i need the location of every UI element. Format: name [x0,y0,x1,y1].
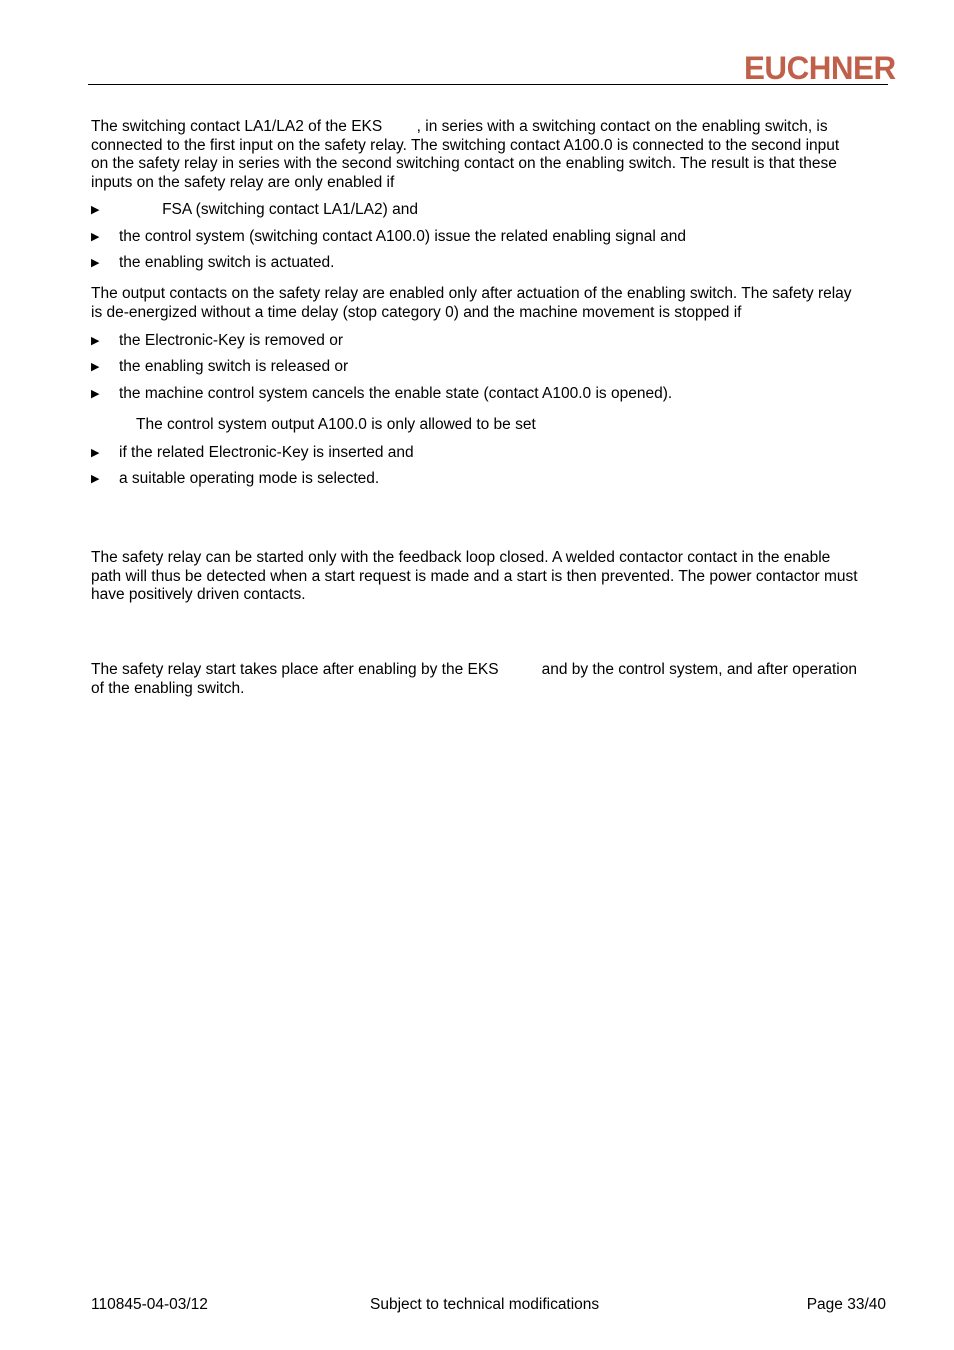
bullet-arrow-icon: ▶ [91,204,100,216]
text-line: path will thus be detected when a start request is made and a start is then prevented. The power contactor must [91,567,858,585]
list-item-text: the control system (switching contact A100.0) issue the related enabling signal and [119,228,686,245]
header-rule [88,84,888,85]
text-line: The safety relay can be started only with the feedback loop closed. A welded contactor contact in the enable [91,549,831,566]
paragraph-relay-start [91,661,891,698]
bullet-arrow-icon: ▶ [91,231,100,243]
footer-page-number: Page 33/40 [806,1296,886,1313]
bullet-arrow-icon: ▶ [91,447,100,459]
bullet-arrow-icon: ▶ [91,257,100,269]
list-item-text: a suitable operating mode is selected. [119,470,380,487]
bullet-arrow-icon: ▶ [91,388,100,400]
list-item-text: the Electronic-Key is removed or [119,332,343,349]
text-line: have positively driven contacts. [91,586,306,603]
euchner-logo: EUCHNER [744,50,896,86]
list-item-text: the enabling switch is actuated. [119,254,335,271]
text-line: inputs on the safety relay are only enabled if [91,173,395,191]
list-item-text: the enabling switch is released or [119,358,349,375]
footer-doc-number: 110845-04-03/12 [91,1296,208,1313]
footer-notice: Subject to technical modifications [370,1296,600,1313]
text-line: of the enabling switch. [91,679,245,697]
paragraph-output-contacts [91,285,891,322]
list-item [91,470,380,524]
list-item-text: the machine control system cancels the enable state (contact A100.0 is opened). [119,385,673,402]
text-line: is de-energized without a time delay (stop category 0) and the machine movement is stopped if [91,303,742,321]
bullet-arrow-icon: ▶ [91,361,100,373]
paragraph-feedback-loop [91,549,891,605]
text-line: The safety relay start takes place after enabling by the EKS and by the control system, and after operation [91,661,857,678]
text-line: The switching contact LA1/LA2 of the EKS , in series with a switching contact on the enabling switch, is [91,118,828,135]
note-text: The control system output A100.0 is only allowed to be set [136,416,536,433]
text-line: on the safety relay in series with the second switching contact on the enabling switch. The result is that these [91,155,837,172]
bullet-arrow-icon: ▶ [91,335,100,347]
text-line: The output contacts on the safety relay are enabled only after actuation of the enabling switch. The safety relay [91,285,852,302]
list-item-text: FSA (switching contact LA1/LA2) and [119,201,418,218]
paragraph-switching-contact [91,118,891,192]
list-item-text: if the related Electronic-Key is inserted and [119,444,414,461]
bullet-arrow-icon: ▶ [91,473,100,485]
text-line: connected to the first input on the safety relay. The switching contact A100.0 is connected to the second input [91,136,840,154]
